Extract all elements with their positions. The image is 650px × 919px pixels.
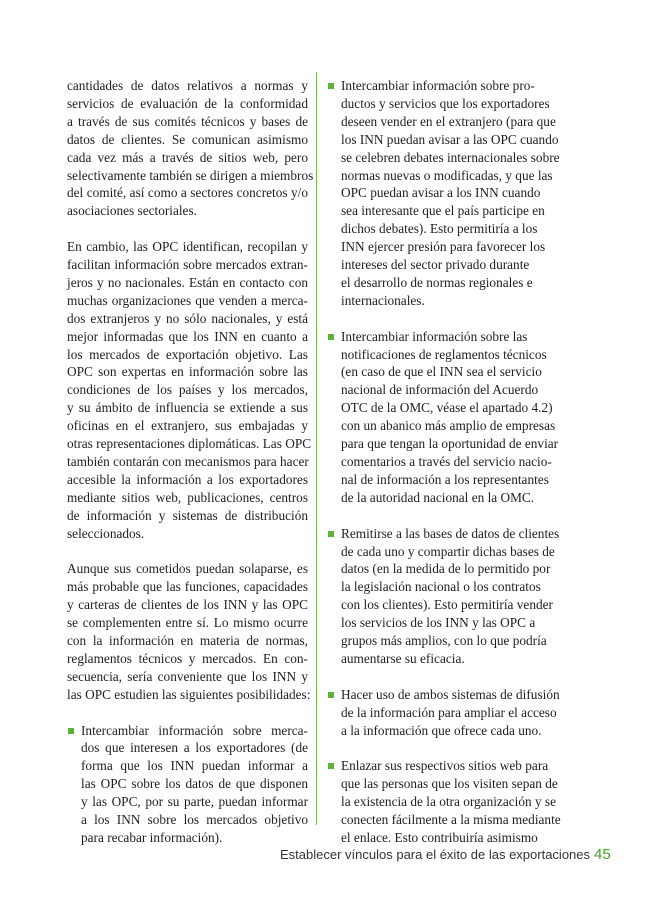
text-line: aumentarse su eficacia. [341,650,465,666]
text-line: la existencia de la otra organización y se [341,794,556,810]
text-line: internacionales. [341,292,425,308]
text-line: seleccionados. [67,525,145,541]
text-line: dos extranjeros y no sólo nacionales, y está [67,310,308,326]
left-bullet-list [67,722,308,847]
text-line: Intercambiar información sobre las [341,328,528,344]
column-divider [316,72,317,825]
text-line: el enlace. Esto contribuiría asimismo [341,830,538,845]
text-line: y su ámbito de influencia se extiende a sus [67,400,308,416]
text-line: de cada uno y compartir dichas bases de [341,543,555,559]
text-line: los INN puedan avisar a las OPC cuando [341,131,559,147]
text-line: para recabar información). [81,830,223,846]
paragraph [67,560,311,703]
text-line: del comité, así como a sectores concretos y/o [67,185,308,201]
right-bullet-list [327,77,570,847]
text-line: secuencia, sería conveniente que los INN y [67,668,308,684]
page-footer [280,846,611,863]
text-line: accesible la información a los exportadores [67,471,308,487]
text-line: En cambio, las OPC identifican, recopilan y [67,239,308,255]
text-line: reglamentos técnicos y mercados. En con- [67,650,308,666]
text-line: dichos debates). Esto permitiría a los [341,221,538,237]
text-line: cantidades de datos relativos a normas y [67,78,308,93]
text-line: cada vez más a través de sitios web, pero [67,149,308,165]
paragraph [67,77,314,220]
text-line: OTC de la OMC, véase el apartado 4.2) [341,400,553,416]
text-line: conecten fácilmente a la misma mediante [341,812,561,828]
right-column [327,77,570,865]
text-line: el desarrollo de normas regionales e [341,274,533,290]
text-line: Intercambiar información sobre pro- [341,78,535,93]
text-line: y carteras de clientes de los INN y las OPC [67,597,308,613]
text-line: de la autoridad nacional en la OMC. [341,489,535,505]
text-line: comentarios a través del servicio nacio- [341,454,552,470]
text-line: asociaciones sectoriales. [67,203,197,219]
text-line: datos de clientes. Se comunican asimismo [67,131,308,147]
left-column [67,77,314,865]
text-line: a los INN sobre los mercados objetivo [81,812,308,828]
text-line: jeros y no nacionales. Están en contacto con [67,274,308,290]
text-line: condiciones de los países y los mercados, [67,382,308,398]
text-line: se celebren debates internacionales sobre [341,149,560,165]
text-line: a través de sus comités técnicos y bases de [67,113,308,129]
bullet-item [327,525,570,668]
text-line: con los clientes). Esto permitiría vender [341,597,553,613]
bullet-item [327,328,570,507]
text-line: que las personas que los visiten sepan de [341,776,558,792]
text-line: la legislación nacional o los contratos [341,579,541,595]
text-line: intereses del sector privado durante [341,257,530,273]
text-line: facilitan información sobre mercados extran- [67,257,308,273]
text-line: oficinas en el extranjero, sus embajadas y [67,418,308,434]
text-line: nal de información a los representantes [341,471,549,487]
text-line: se complementen entre sí. Lo mismo ocurre [67,615,308,631]
text-line: a la información que ofrece cada uno. [341,722,542,738]
text-line: notificaciones de reglamentos técnicos [341,346,547,362]
text-line: grupos más amplios, con lo que podría [341,633,547,649]
text-line: otras representaciones diplomáticas. Las OPC [67,436,312,452]
page-number: 45 [594,846,611,863]
text-line: ductos y servicios que los exportadores [341,95,550,111]
text-line: los mercados de exportación objetivo. Las [67,346,308,362]
text-line: más probable que las funciones, capacidades [67,579,308,595]
running-title: Establecer vínculos para el éxito de las exportaciones [280,847,591,862]
text-line: Remitirse a las bases de datos de clientes [341,525,560,541]
text-line: normas nuevas o modificadas, y que las [341,167,553,183]
text-line: sea interesante que el país participe en [341,203,545,219]
text-line: datos (en la medida de lo permitido por [341,561,551,577]
text-line: de la información para ampliar el acceso [341,704,557,720]
text-line: OPC puedan avisar a los INN cuando [341,185,541,201]
text-line: mediante sitios web, publicaciones, centros [67,489,308,505]
text-line: OPC son expertas en información sobre las [67,364,308,380]
text-line: nacional de información del Acuerdo [341,382,539,398]
text-line: INN ejercer presión para favorecer los [341,239,546,255]
text-line: los servicios de los INN y las OPC a [341,615,536,631]
text-line: selectivamente también se dirigen a miembros [67,167,314,183]
text-line: las OPC sobre los datos de que disponen [81,776,308,792]
text-line: de información y sistemas de distribución [67,507,308,523]
text-line: con un abanico más amplio de empresas [341,418,556,434]
text-line: deseen vender en el extranjero (para que [341,113,556,129]
bullet-item [327,77,570,310]
text-line: dos que interesen a los exportadores (de [81,740,308,756]
text-line: mejor informadas que los INN en cuanto a [67,328,308,344]
text-line: (en caso de que el INN sea el servicio [341,364,542,380]
text-line: forma que los INN puedan informar a [81,758,308,774]
text-line: Aunque sus cometidos puedan solaparse, es [67,561,308,577]
text-line: muchas organizaciones que venden a merca- [67,292,308,308]
text-line: Enlazar sus respectivos sitios web para [341,758,549,774]
bullet-item [327,686,570,740]
bullet-item [327,757,570,847]
text-line: para que tengan la oportunidad de enviar [341,436,559,452]
text-line: también contarán con mecanismos para hacer [67,454,309,470]
text-line: las OPC estudien las siguientes posibilidades: [67,686,311,702]
text-line: Hacer uso de ambos sistemas de difusión [341,686,560,702]
text-line: Intercambiar información sobre merca- [81,722,308,738]
paragraph [67,238,312,542]
text-line: servicios de evaluación de la conformidad [67,95,308,111]
text-line: con la información en materia de normas, [67,633,308,649]
text-line: y las OPC, por su parte, puedan informar [81,794,308,810]
bullet-item [67,722,308,847]
